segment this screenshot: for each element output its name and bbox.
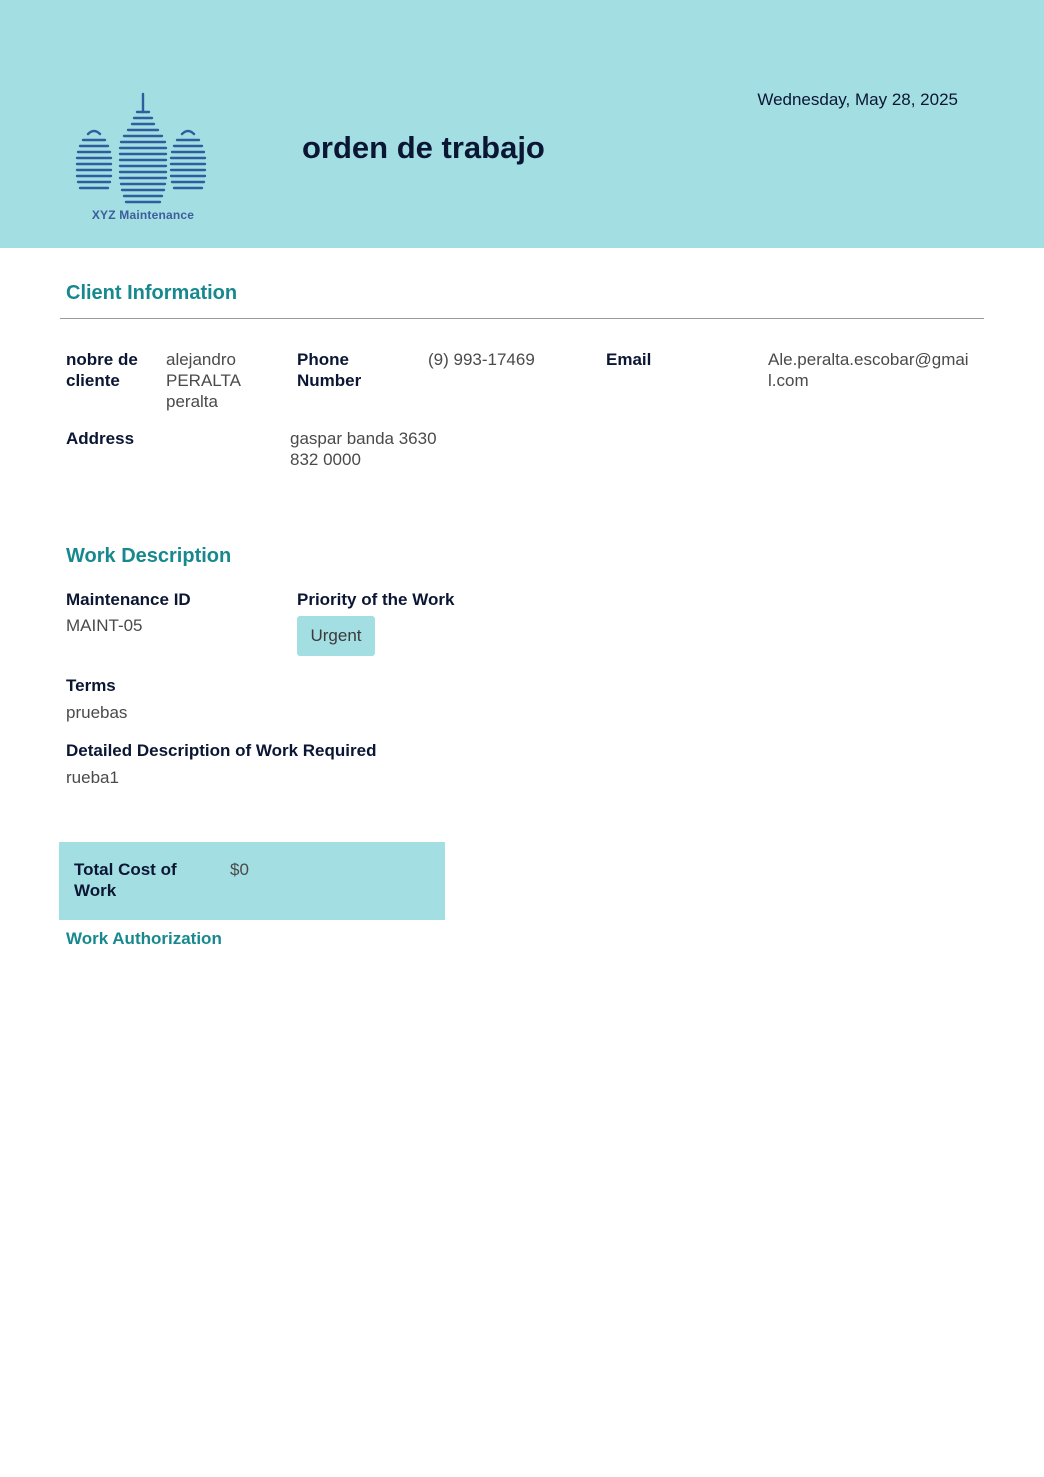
description-label: Detailed Description of Work Required bbox=[66, 741, 377, 760]
phone-label-line: Phone bbox=[297, 350, 349, 369]
document-header bbox=[0, 0, 1044, 248]
address-line: gaspar banda 3630 bbox=[290, 429, 437, 448]
client-information-heading: Client Information bbox=[66, 282, 238, 304]
email-label: Email bbox=[606, 350, 652, 369]
work-description-heading: Work Description bbox=[66, 545, 232, 567]
client-name-label-line: nobre de bbox=[66, 350, 138, 369]
company-logo bbox=[70, 90, 216, 230]
terms-value: pruebas bbox=[66, 703, 128, 722]
priority-label: Priority of the Work bbox=[297, 590, 455, 609]
description-value: rueba1 bbox=[66, 768, 119, 787]
section-divider bbox=[60, 318, 984, 319]
work-authorization-heading: Work Authorization bbox=[66, 929, 222, 948]
client-name-line: alejandro bbox=[166, 350, 236, 369]
phone-value: (9) 993-17469 bbox=[428, 350, 535, 369]
logo-text: XYZ Maintenance bbox=[91, 208, 195, 222]
email-line: Ale.peralta.escobar@gmai bbox=[768, 350, 969, 369]
total-cost-label-line: Total Cost of bbox=[74, 860, 177, 879]
address-label: Address bbox=[66, 429, 135, 448]
email-value bbox=[768, 349, 969, 391]
address-value bbox=[290, 428, 437, 470]
document-date: Wednesday, May 28, 2025 bbox=[757, 90, 958, 109]
client-name-line: peralta bbox=[166, 392, 218, 411]
phone-label bbox=[297, 349, 361, 391]
document-title: orden de trabajo bbox=[302, 130, 545, 165]
total-cost-label bbox=[74, 859, 177, 901]
client-name-value bbox=[166, 349, 241, 412]
total-cost-value: $0 bbox=[230, 860, 249, 879]
total-cost-label-line: Work bbox=[74, 881, 117, 900]
client-name-label-line: cliente bbox=[66, 371, 120, 390]
buildings-logo-icon bbox=[70, 90, 216, 210]
email-line: l.com bbox=[768, 371, 809, 390]
total-cost-box bbox=[59, 842, 445, 920]
client-name-label bbox=[66, 349, 138, 391]
priority-badge: Urgent bbox=[297, 616, 375, 656]
client-name-line: PERALTA bbox=[166, 371, 241, 390]
address-line: 832 0000 bbox=[290, 450, 361, 469]
maintenance-id-label: Maintenance ID bbox=[66, 590, 191, 609]
phone-label-line: Number bbox=[297, 371, 362, 390]
terms-label: Terms bbox=[66, 676, 116, 695]
maintenance-id-value: MAINT-05 bbox=[66, 616, 143, 635]
